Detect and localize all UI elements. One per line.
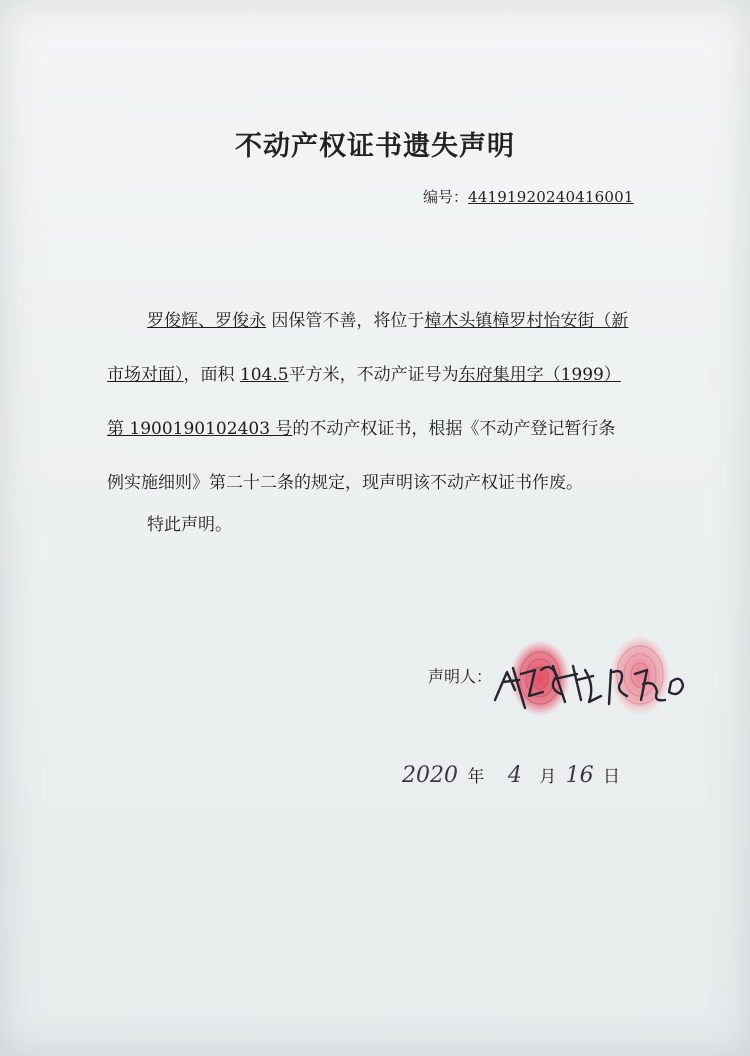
date-day-unit: 日 (603, 767, 621, 787)
serial-number: 44191920240416001 (468, 188, 634, 206)
paragraph-line-1 (107, 294, 667, 348)
signer-label: 声明人： (428, 667, 493, 686)
paragraph-text: 的不动产权证书，根据《不动产登记暂行条 (292, 419, 616, 439)
owner-names: 罗俊辉、罗俊永 (147, 311, 266, 331)
paragraph-line-4 (107, 456, 667, 510)
certificate-number: 第 1900190102403 号 (107, 419, 293, 439)
declaration-paragraph (107, 294, 667, 510)
serial-label: 编号： (423, 188, 469, 206)
date-day: 16 (565, 763, 594, 788)
property-location-cont: 市场对面） (107, 365, 184, 385)
closing-statement: 特此声明。 (147, 515, 232, 535)
declaration-date (402, 762, 624, 802)
document-title: 不动产权证书遗失声明 (235, 131, 515, 162)
paragraph-text: 例实施细则》第二十二条的规定，现声明该不动产权证书作废。 (107, 473, 583, 493)
paragraph-line-3 (107, 402, 667, 456)
property-location: 樟木头镇樟罗村怡安街（新 (424, 311, 629, 331)
paragraph-text: 平方米，不动产证号为 (288, 365, 459, 385)
paragraph-line-2 (107, 348, 667, 402)
fingerprint-2 (610, 635, 670, 715)
date-month-unit: 月 (539, 767, 557, 787)
date-year: 2020 (402, 763, 458, 788)
date-year-unit: 年 (467, 767, 485, 787)
paragraph-text: ，面积 (183, 365, 235, 385)
serial-number-row (423, 186, 634, 207)
date-month: 4 (507, 763, 522, 788)
property-area: 104.5 (239, 365, 289, 385)
signature-with-fingerprints (485, 630, 700, 725)
paragraph-text: 因保管不善，将位于 (271, 311, 425, 331)
certificate-number-prefix: 东府集用字（1999） (458, 365, 621, 385)
